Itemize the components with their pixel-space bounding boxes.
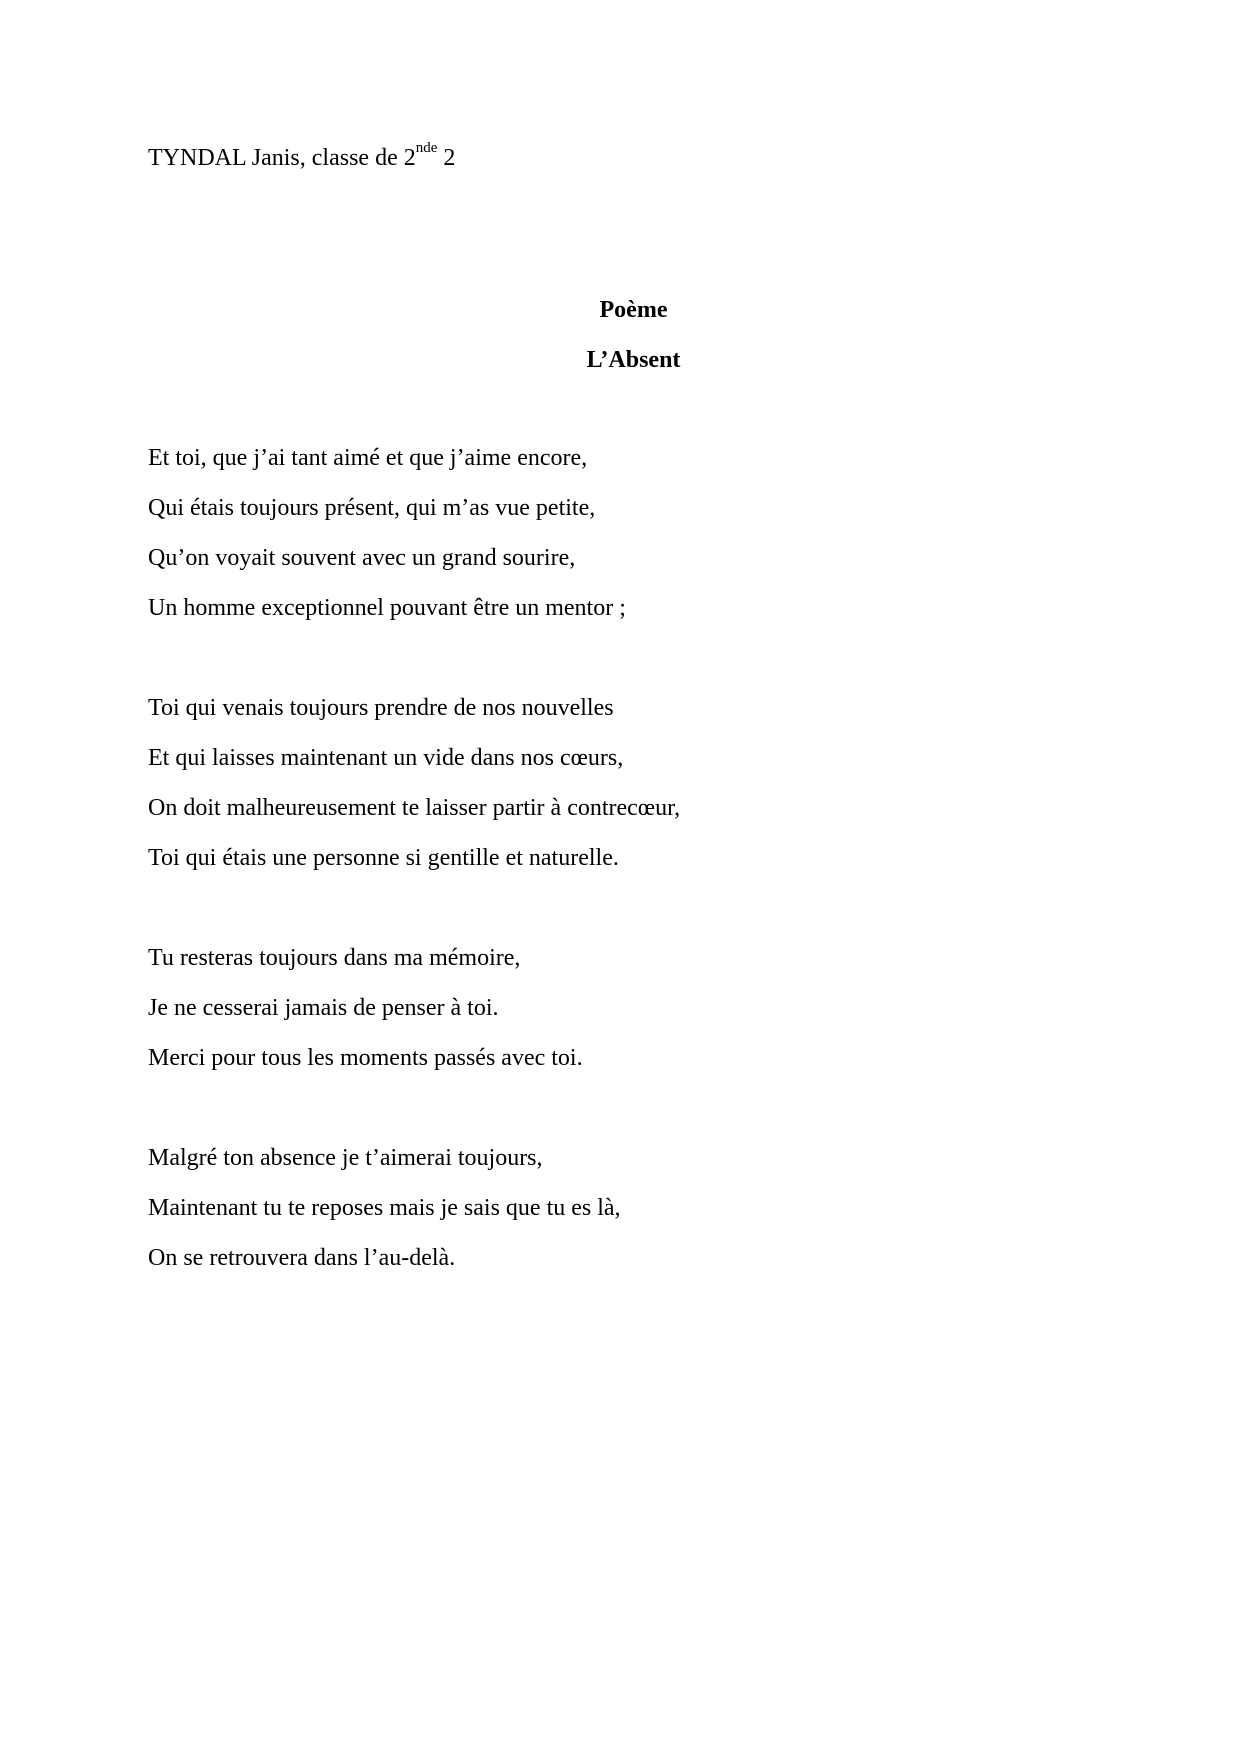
poem-line: On doit malheureusement te laisser partir à contrecœur, <box>148 795 681 821</box>
poem-title: L’Absent <box>586 347 681 373</box>
poem-line: Je ne cesserai jamais de penser à toi. <box>148 995 499 1021</box>
poem-line: Toi qui étais une personne si gentille et naturelle. <box>148 845 619 871</box>
author-class-text: TYNDAL Janis, classe de 2 <box>148 145 416 171</box>
poem-line: On se retrouvera dans l’au-delà. <box>148 1245 456 1271</box>
class-superscript: nde <box>415 140 438 156</box>
poem-line: Qui étais toujours présent, qui m’as vue petite, <box>148 495 596 521</box>
author-header <box>148 140 456 173</box>
poem-line: Qu’on voyait souvent avec un grand sourire, <box>148 545 576 571</box>
poem-line: Maintenant tu te reposes mais je sais que tu es là, <box>148 1195 621 1221</box>
stanza-4 <box>148 1143 680 1293</box>
poem-genre-heading: Poème <box>599 297 668 323</box>
poem-body <box>148 443 680 1343</box>
class-number: 2 <box>437 145 456 171</box>
stanza-2 <box>148 693 680 893</box>
poem-line: Malgré ton absence je t’aimerai toujours, <box>148 1145 543 1171</box>
stanza-3 <box>148 943 680 1093</box>
poem-line: Un homme exceptionnel pouvant être un mentor ; <box>148 595 626 621</box>
stanza-1 <box>148 443 680 643</box>
poem-line: Toi qui venais toujours prendre de nos nouvelles <box>148 695 614 721</box>
poem-line: Et toi, que j’ai tant aimé et que j’aime encore, <box>148 445 588 471</box>
poem-line: Merci pour tous les moments passés avec toi. <box>148 1045 583 1071</box>
poem-line: Tu resteras toujours dans ma mémoire, <box>148 945 521 971</box>
poem-line: Et qui laisses maintenant un vide dans nos cœurs, <box>148 745 624 771</box>
